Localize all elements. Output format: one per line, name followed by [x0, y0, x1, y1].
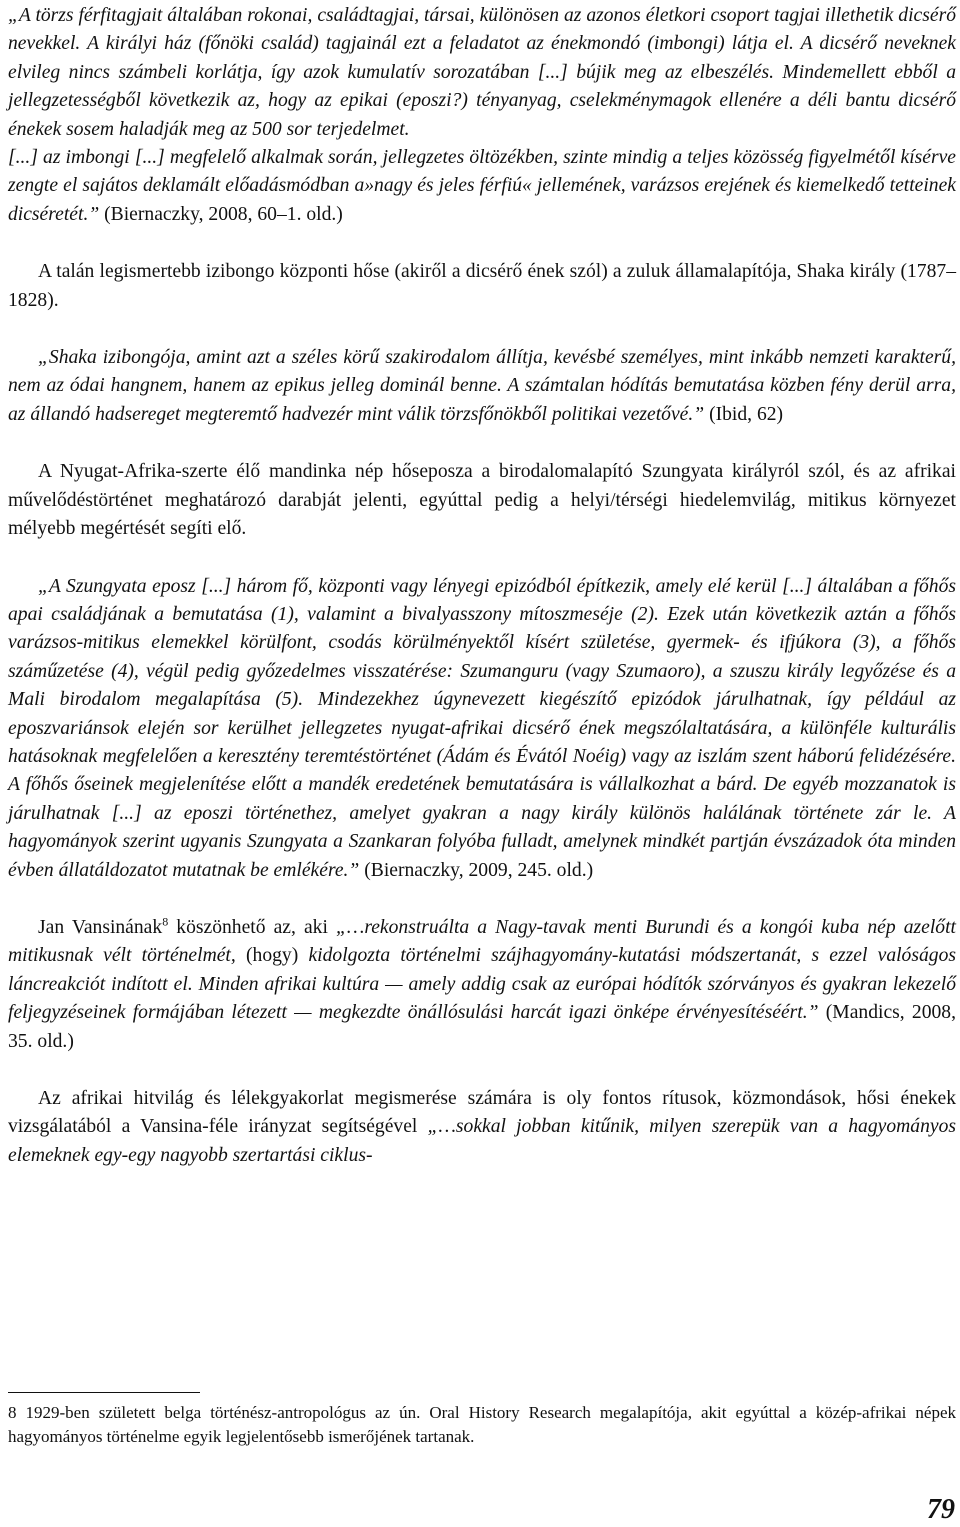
page-body	[8, 0, 956, 1170]
footnote: 8 1929-ben született belga történész-antropológus az ún. Oral History Research megalapítója, akit egyúttal a közép-afrikai népek hagyományos történelme egyik legjelentősebb ismerőjének tartanak.	[8, 1403, 956, 1446]
footnote-ref[interactable]: 8	[162, 914, 169, 929]
paragraph-text: Az afrikai hitvilág és lélekgyakorlat megismerése számára is oly fontos rítusok, közmondások, hősi énekek vizsgálatából a Vansina-féle irányzat segítségével	[8, 1088, 956, 1138]
page-number: 79	[927, 1494, 955, 1525]
paragraph-text: A Nyugat-Afrika-szerte élő mandinka nép hőseposza a birodalomalapító Szungyata királyról szól, és az afrikai művelődéstörténet meghatározó darabját jelenti, egyúttal pedig a helyi/térségi hiedelemvilág, mitikus környezet mélyebb megértését segíti elő.	[8, 461, 956, 540]
quote-text: „A Szungyata eposz [...] három fő, központi vagy lényegi epizódból építkezik, amely elé kerül [...] általában a főhős apai családjának a bemutatása (1), valamint a bivalyasszony mítoszmeséje (2). Ezek után következik aztán a főhős varázsos-mitikus elemekkel körülfont, csodás körülményektől kísért születése, gyermek- és ifjúkora (3), a főhős száműzetése (4), végül pedig győzedelmes visszatérése: Szumanguru (vagy Szumaoro), a szuszu király legyőzése és a Mali birodalom megalapítása (5). Mindezekhez úgynevezett kiegészítő epizódok járulhatnak, így például az eposzvariánsok elején sor kerülhet jellegzetes nyugat-afrikai dicsérő ének megszólaltatására, a különféle kulturális hatásoknak megfelelően a keresztény teremtéstörténet (Ádám és Évától Noéig) vagy az iszlám szent háború felidézésére. A főhős őseinek megjelenítése előtt a mandék eredetének bemutatására is vállalkozhat a bárd. De egyéb mozzanatok is járulhatnak [...] az eposzi történethez, amelyet gyakran a nagy király különös halálának története zár le. A hagyományok szerint ugyanis Szungyata a Szankaran folyóba fulladt, amelynek mindkét partján évszázadok óta minden évben állatáldozatot mutatnak be emlékére.”	[8, 575, 956, 881]
paragraph-text: köszönhető az, aki	[168, 916, 337, 938]
paragraph-text: A talán legismertebb izibongo központi hőse (akiről a dicsérő ének szól) a zuluk államalapítója, Shaka király (1787–1828).	[8, 261, 956, 311]
citation: (Biernaczky, 2008, 60–1. old.)	[99, 203, 343, 225]
quote-text: „…sokkal jobban kitűnik, milyen szerepük van a hagyományos elemeknek egy-egy nagyobb szertartási ciklus-	[8, 1116, 957, 1166]
quote-text: „A törzs férfitagjait általában rokonai, családtagjai, társai, különösen az azonos életkori csoport tagjai illethetik dicsérő nevekkel. A királyi ház (főnöki család) tagjainál ezt a feladatot az énekmondó (imbongi) látja el. A dicsérő neveknek elvileg nincs számbeli korlátja, így azok kumulatív sorozatában [...] bújik meg az elbeszélés. Mindemellett ebből a jellegzetességből következik az, hogy az epikai (eposzi?) tényanyag, cselekménymagok ellenére a déli bantu dicsérő énekek sosem haladják meg az 500 sor terjedelmet.	[8, 5, 956, 140]
citation: (Ibid, 62)	[704, 403, 784, 425]
paragraph-text: (hogy)	[246, 945, 299, 967]
footnote-divider	[8, 1392, 200, 1393]
quote-paragraph	[8, 573, 956, 885]
quote-text: kidolgozta történelmi szájhagyomány-kutatási módszertanát, s ezzel valóságos láncreakciót indított el. Minden afrikai kultúra — amely addig csak az európai hódítók szórványos és gyakran lekezelő feljegyzéseinek formájában létezett — megkezdte önállósulási harcát igazi önképe érvényesítéséért.”	[8, 945, 956, 1024]
citation: (Mandics, 2008, 35. old.)	[8, 1002, 956, 1052]
body-paragraph	[8, 1085, 956, 1170]
body-paragraph	[8, 458, 956, 543]
quote-text: „Shaka izibongója, amint azt a széles körű szakirodalom állítja, kevésbé személyes, mint inkább nemzeti karakterű, nem az ódai hangnem, hanem az epikus jelleg dominál benne. A számtalan hódítás bemutatása közben fény derül arra, az állandó hadsereget megteremtő hadvezér mint válik törzsfőnökből politikai vezetővé.”	[8, 347, 956, 425]
quote-paragraph	[8, 344, 956, 429]
quote-text: „…rekonstruálta a Nagy-tavak menti Burundi és a kongói kuba nép azelőtt mitikusnak vélt történelmét,	[8, 916, 956, 967]
body-paragraph	[8, 258, 956, 315]
paragraph-text: Jan Vansinának	[38, 916, 163, 938]
quote-text: [...] az imbongi [...] megfelelő alkalmak során, jellegzetes öltözékben, szinte mindig a teljes közösség figyelmétől kísérve zengte el sajátos deklamált előadásmódban a»nagy és jeles férfiú« jellemének, varázsos erejének és kiemelkedő tetteinek dicséretét.”	[8, 147, 956, 225]
quote-paragraph	[8, 2, 956, 144]
citation: (Biernaczky, 2009, 245. old.)	[359, 859, 594, 881]
quote-paragraph	[8, 144, 956, 229]
body-paragraph	[8, 914, 956, 1056]
